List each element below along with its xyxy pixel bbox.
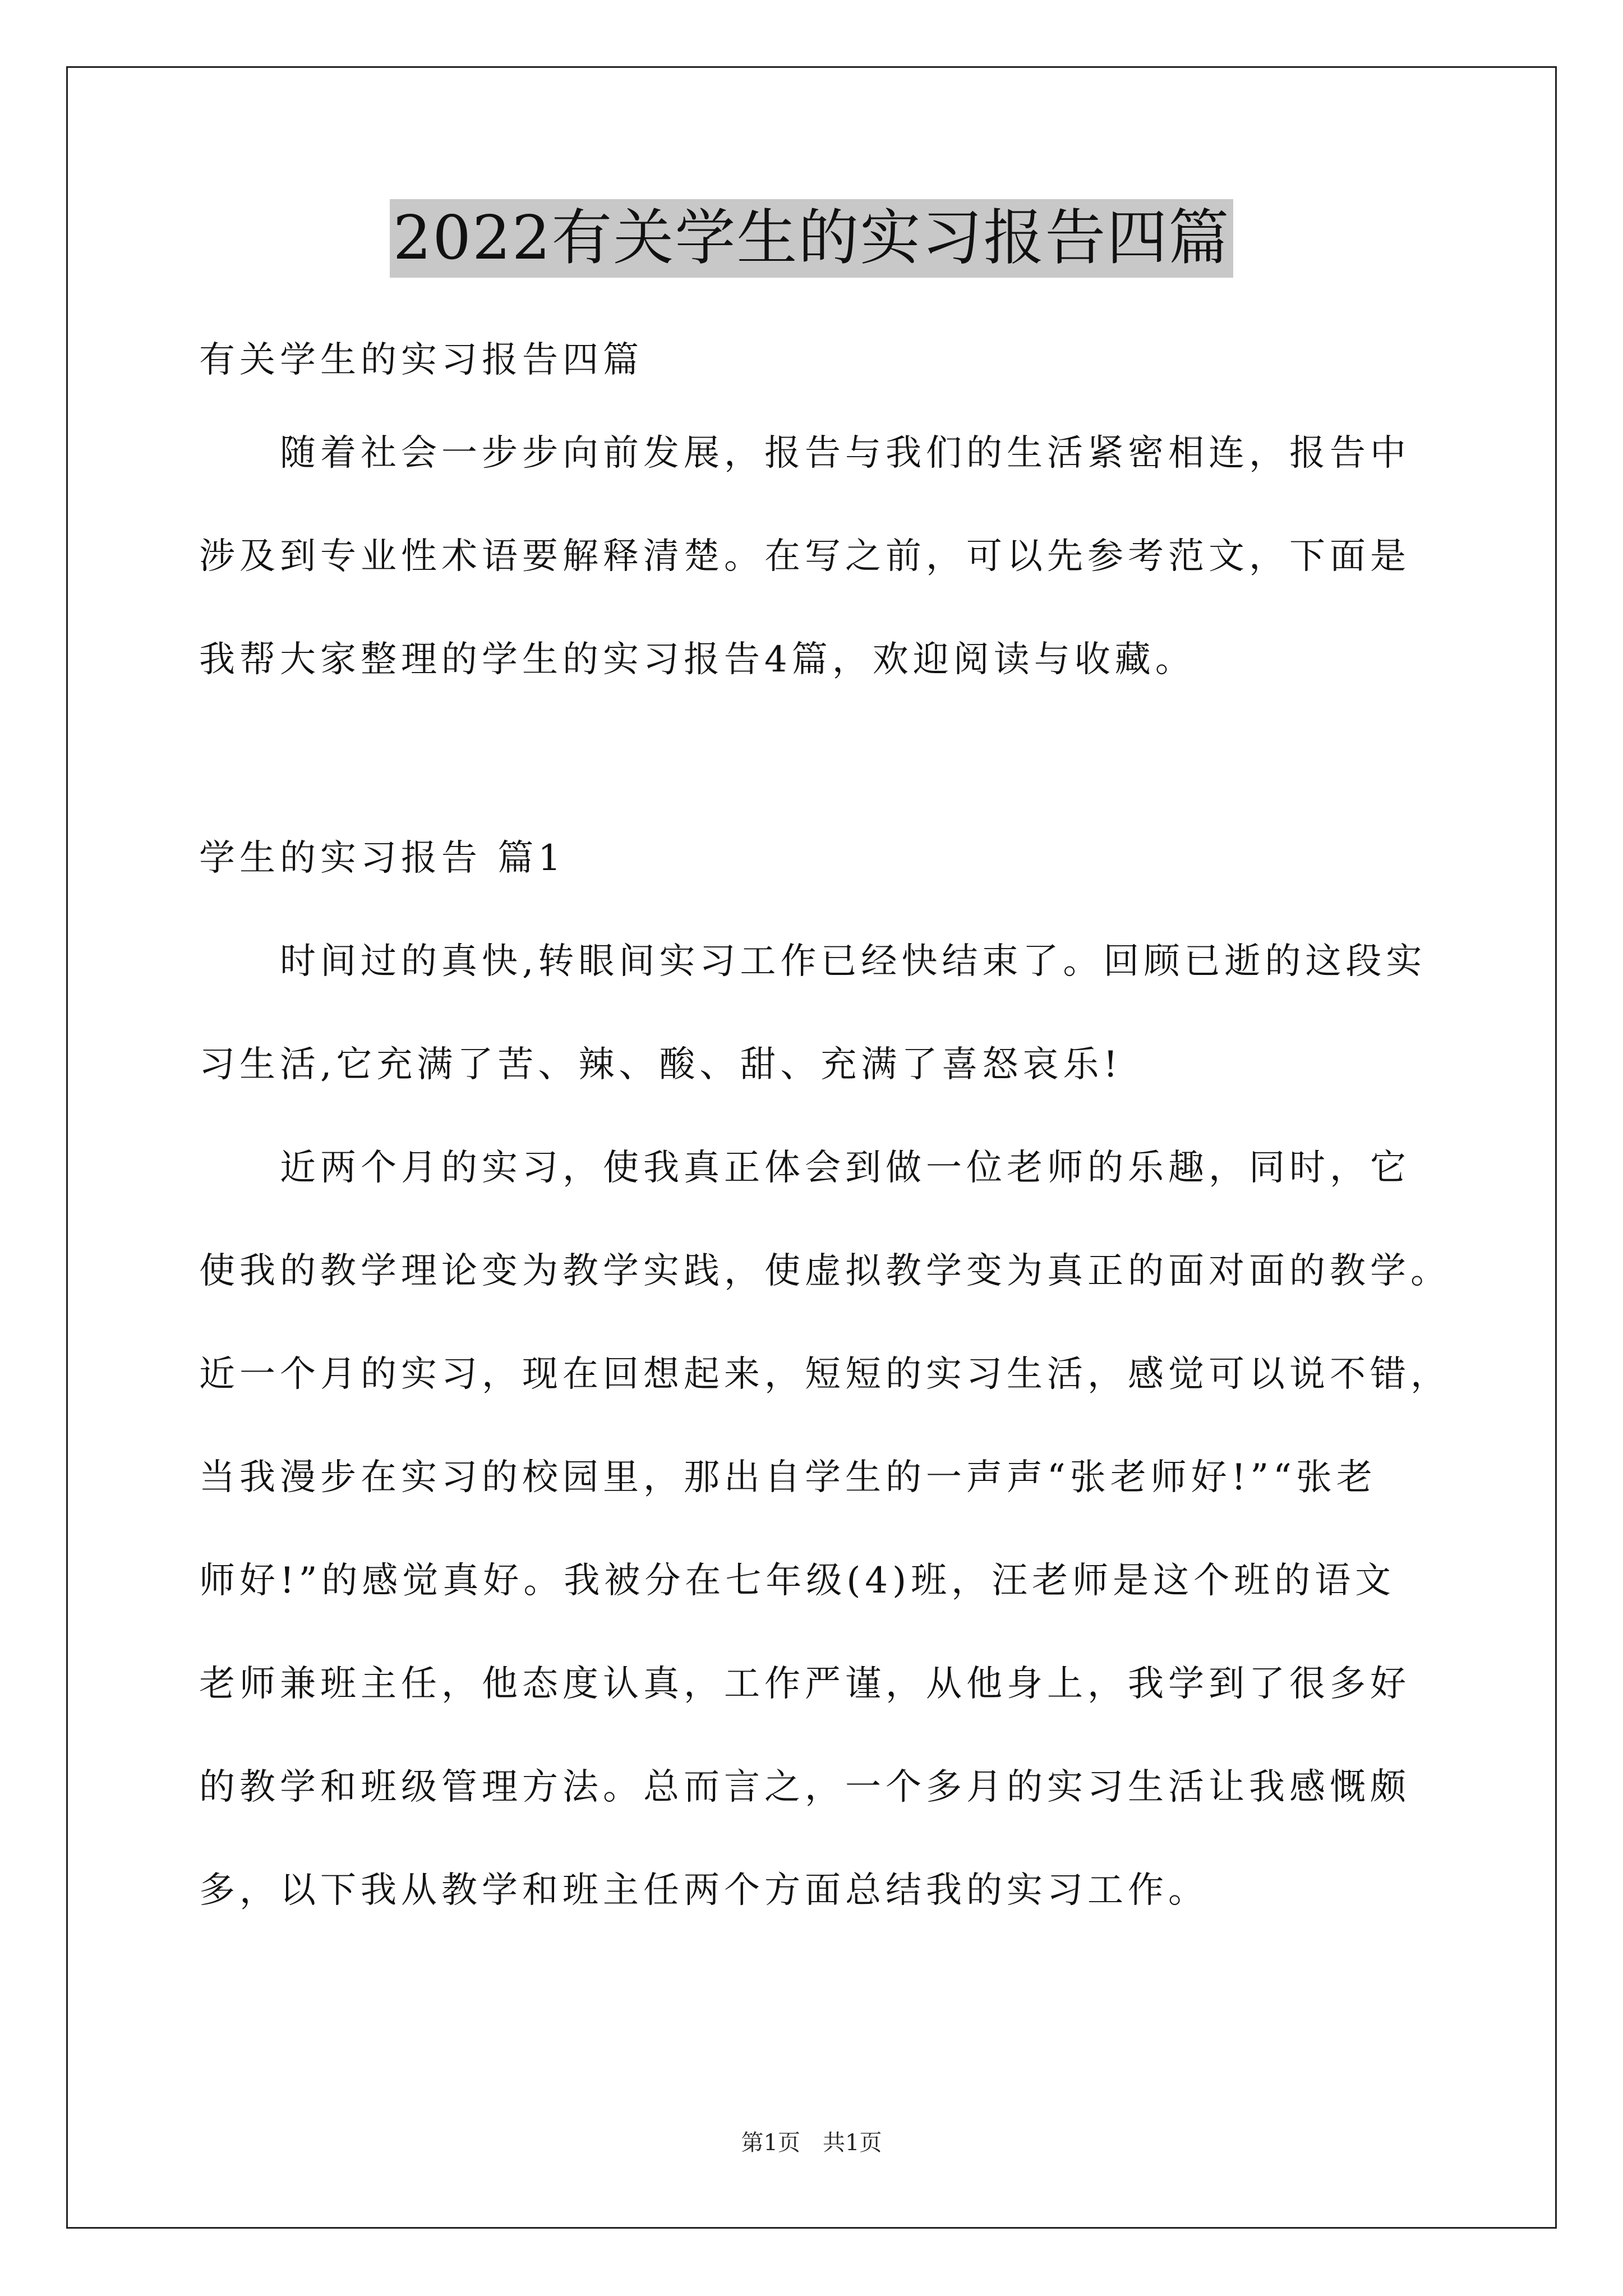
section-heading: 学生的实习报告 篇1 xyxy=(199,838,566,879)
intro-line: 随着社会一步步向前发展，报告与我们的生活紧密相连，报告中 xyxy=(199,432,1410,474)
subtitle: 有关学生的实习报告四篇 xyxy=(199,339,643,381)
paragraph-1 xyxy=(199,938,1433,1088)
document-body xyxy=(199,314,1451,1914)
para2-line: 老师兼班主任，他态度认真，工作严谨，从他身上，我学到了很多好 xyxy=(199,1663,1410,1705)
para2-line: 近一个月的实习，现在回想起来，短短的实习生活，感觉可以说不错， xyxy=(199,1354,1451,1395)
para1-line: 时间过的真快,转眼间实习工作已经快结束了。回顾已逝的这段实 xyxy=(199,941,1427,982)
paragraph-2 xyxy=(199,1144,1451,1914)
title-container xyxy=(0,199,1623,278)
intro-line: 我帮大家整理的学生的实习报告4篇，欢迎阅读与收藏。 xyxy=(199,639,1196,680)
para1-line: 习生活,它充满了苦、辣、酸、甜、充满了喜怒哀乐! xyxy=(199,1044,1123,1085)
para2-line: 当我漫步在实习的校园里，那出自学生的一声声“张老师好!”“张老 xyxy=(199,1457,1377,1498)
intro-paragraph xyxy=(199,430,1433,683)
para2-line: 的教学和班级管理方法。总而言之，一个多月的实习生活让我感慨颇 xyxy=(199,1766,1410,1808)
para2-line: 师好!”的感觉真好。我被分在七年级(4)班，汪老师是这个班的语文 xyxy=(199,1560,1396,1602)
page-footer: 第1页 共1页 xyxy=(741,2130,882,2156)
para2-line: 使我的教学理论变为教学实践，使虚拟教学变为真正的面对面的教学。 xyxy=(199,1250,1451,1292)
document-title: 2022有关学生的实习报告四篇 xyxy=(390,199,1234,278)
para2-line: 多，以下我从教学和班主任两个方面总结我的实习工作。 xyxy=(199,1870,1209,1911)
para2-line: 近两个月的实习，使我真正体会到做一位老师的乐趣，同时，它 xyxy=(199,1147,1410,1189)
intro-line: 涉及到专业性术语要解释清楚。在写之前，可以先参考范文，下面是 xyxy=(199,536,1410,577)
